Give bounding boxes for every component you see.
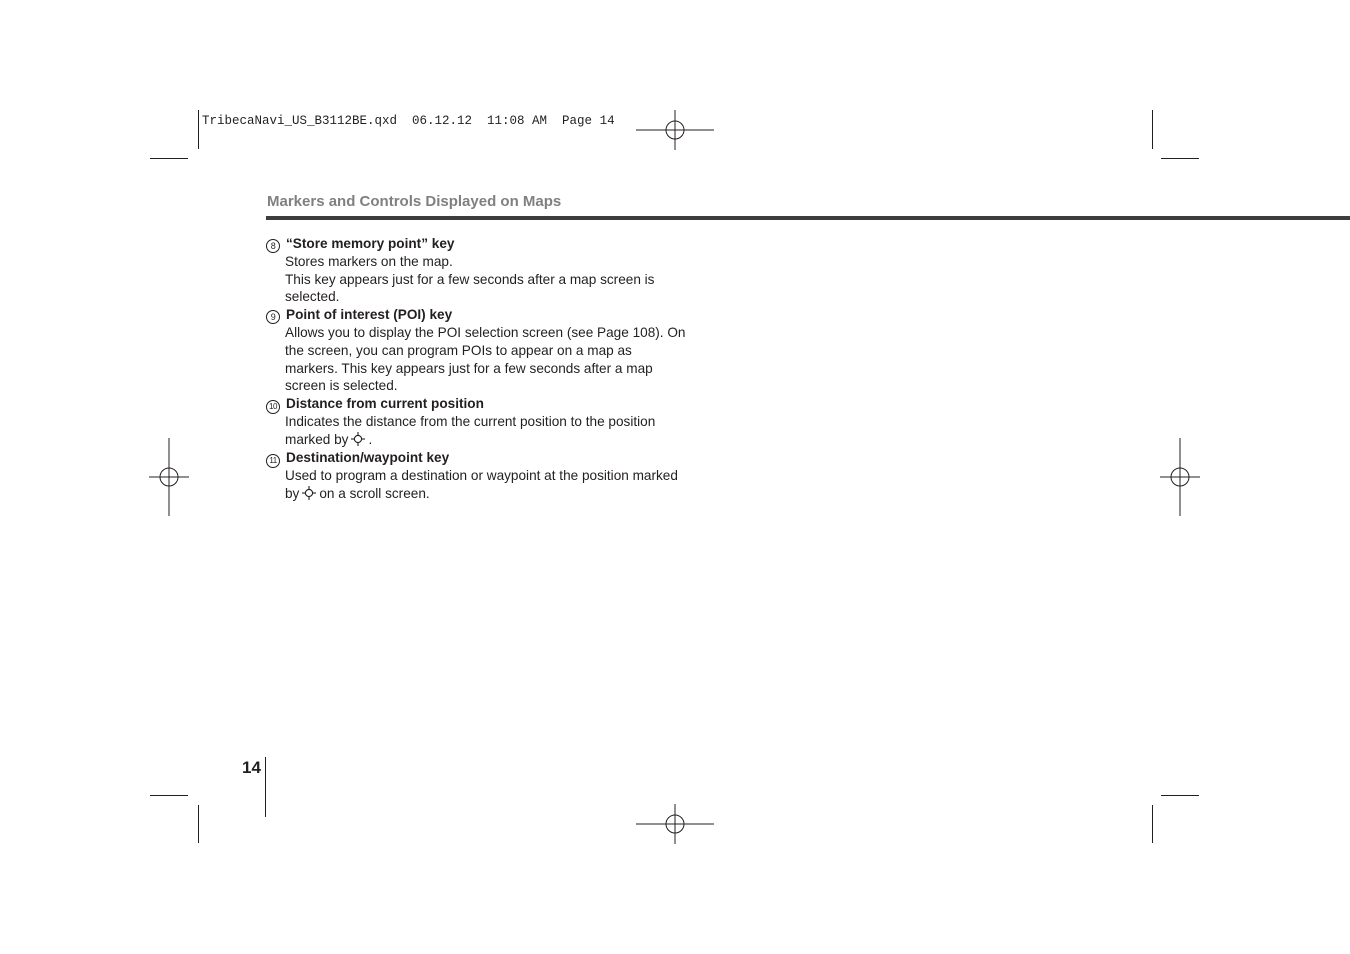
list-item <box>266 235 686 306</box>
item-description-text: Indicates the distance from the current position to the position marked by <box>285 414 656 447</box>
list-item <box>266 449 686 503</box>
crop-mark-bottom-right-horizontal <box>1161 795 1199 796</box>
item-number: 8 <box>266 239 280 253</box>
registration-mark-bottom <box>636 804 714 844</box>
crop-mark-bottom-left-horizontal <box>150 795 188 796</box>
crop-mark-top-left-vertical <box>198 110 199 149</box>
item-description-text: Used to program a destination or waypoint at the position marked by <box>285 467 678 501</box>
cursor-crosshair-icon <box>351 432 365 446</box>
item-description-text: . <box>368 431 373 447</box>
cursor-crosshair-icon <box>302 486 316 500</box>
registration-mark-top <box>636 110 714 150</box>
item-description-text: on a scroll screen. <box>319 485 430 501</box>
item-title: “Store memory point” key <box>286 236 455 251</box>
item-number: 9 <box>266 310 280 324</box>
crop-mark-top-right-vertical <box>1152 110 1153 149</box>
section-rule <box>266 216 1350 220</box>
list-item <box>266 395 686 449</box>
item-description: Stores markers on the map. <box>285 253 453 269</box>
registration-mark-left <box>149 438 189 516</box>
crop-mark-top-left-horizontal <box>150 158 188 159</box>
item-number: 11 <box>266 454 280 468</box>
item-title: Distance from current position <box>286 396 484 412</box>
item-description: This key appears just for a few seconds after a map screen is selected. <box>285 271 655 305</box>
item-title: Destination/waypoint key <box>286 449 450 465</box>
crop-mark-bottom-left-vertical <box>198 805 199 843</box>
item-number: 10 <box>266 400 280 414</box>
slug-line: TribecaNavi_US_B3112BE.qxd 06.12.12 11:08 AM Page 14 <box>202 114 615 128</box>
section-title: Markers and Controls Displayed on Maps <box>267 193 562 210</box>
page-number-rule <box>265 757 266 817</box>
item-list <box>266 235 686 502</box>
crop-mark-bottom-right-vertical <box>1152 805 1153 843</box>
crop-mark-top-right-horizontal <box>1161 158 1199 159</box>
item-description <box>285 413 686 449</box>
registration-mark-right <box>1160 438 1200 516</box>
item-description <box>285 467 686 503</box>
list-item <box>266 306 686 395</box>
item-description: Allows you to display the POI selection screen (see Page 108). On the screen, you can program POIs to appear on a map as markers. This key appears just for a few seconds after a map screen is selected. <box>285 324 686 394</box>
item-title: Point of interest (POI) key <box>286 307 453 323</box>
page-number: 14 <box>242 758 261 777</box>
